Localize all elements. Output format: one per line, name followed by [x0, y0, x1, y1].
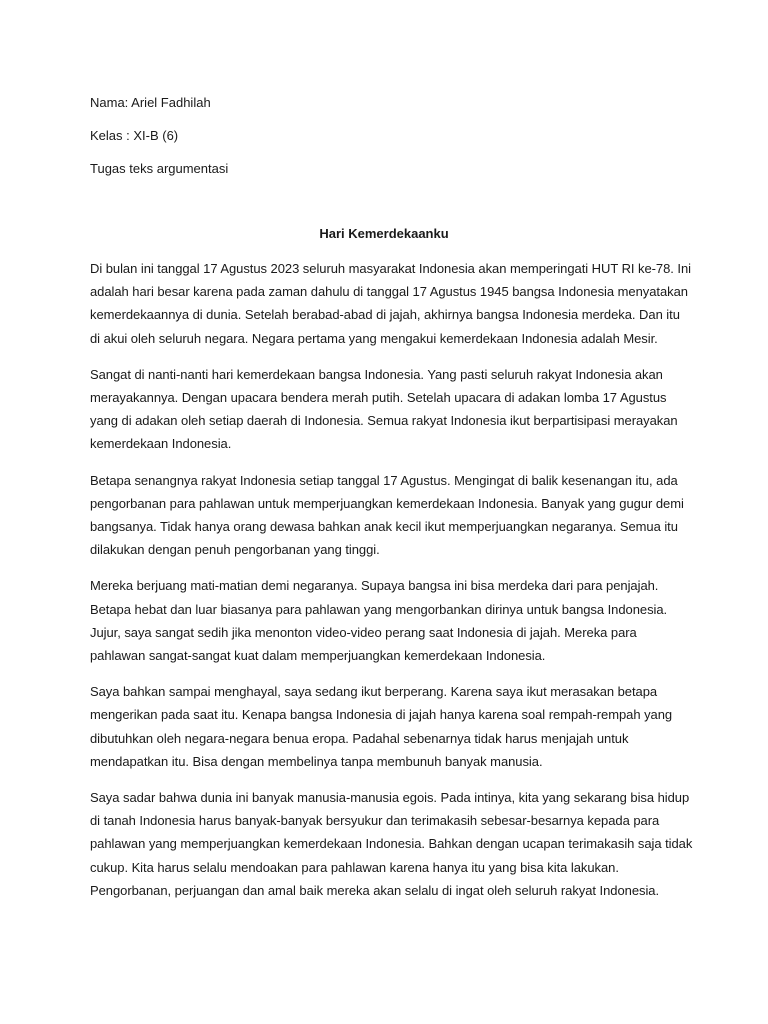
- text-line: Betapa senangnya rakyat Indonesia setiap tanggal 17 Agustus. Mengingat di balik kesenangan itu, ada: [90, 472, 678, 488]
- text-line: Di bulan ini tanggal 17 Agustus 2023 seluruh masyarakat Indonesia akan memperingati HUT RI ke-78. Ini: [90, 261, 692, 276]
- text-line: Sangat di nanti-nanti hari kemerdekaan bangsa Indonesia. Yang pasti seluruh rakyat Indonesia akan: [90, 366, 663, 382]
- text-line: di tanah Indonesia harus banyak-banyak bersyukur dan terimakasih sebesar-besarnya kepada para: [90, 813, 660, 829]
- text-line: merayakannya. Dengan upacara bendera merah putih. Setelah upacara di adakan lomba 17 Agustus: [90, 390, 667, 406]
- text-line: mengerikan pada saat itu. Kenapa bangsa Indonesia di jajah hanya karena soal rempah-rempah yang: [90, 707, 673, 723]
- student-name: Nama: Ariel Fadhilah: [90, 95, 211, 110]
- paragraph-3: [90, 469, 684, 562]
- text-line: cukup. Kita harus selalu mendoakan para pahlawan karena hanya itu yang bisa kita lakukan.: [90, 859, 619, 875]
- paragraph-6: [90, 786, 693, 902]
- student-class: Kelas : XI-B (6): [90, 128, 179, 143]
- text-line: Saya bahkan sampai menghayal, saya sedang ikut berperang. Karena saya ikut merasakan betapa: [90, 684, 658, 700]
- text-line: Betapa hebat dan luar biasanya para pahlawan yang mengorbankan dirinya untuk bangsa Indonesia.: [90, 601, 668, 617]
- assignment-label: Tugas teks argumentasi: [90, 161, 229, 176]
- essay-title: Hari Kemerdekaanku: [319, 226, 449, 241]
- text-line: di akui oleh seluruh negara. Negara pertama yang mengakui kemerdekaan Indonesia adalah Mesir.: [90, 330, 658, 346]
- text-line: yang di adakan oleh setiap daerah di Indonesia. Semua rakyat Indonesia ikut berpartisipasi merayakan: [90, 413, 678, 429]
- text-line: dilakukan dengan penuh pengorbanan yang tinggi.: [90, 542, 380, 558]
- text-line: mendapatkan itu. Bisa dengan membelinya tanpa membunuh banyak manusia.: [90, 753, 543, 769]
- text-line: adalah hari besar karena pada zaman dahulu di tanggal 17 Agustus 1945 bangsa Indonesia menyatakan: [90, 284, 688, 300]
- paragraph-5: [90, 680, 678, 773]
- text-line: Jujur, saya sangat sedih jika menonton video-video perang saat Indonesia di jajah. Mereka para: [90, 624, 637, 640]
- paragraph-4: [90, 574, 678, 667]
- text-line: pahlawan yang memperjuangkan kemerdekaan Indonesia. Bahkan dengan ucapan terimakasih saja tidak: [90, 836, 693, 852]
- text-line: Saya sadar bahwa dunia ini banyak manusia-manusia egois. Pada intinya, kita yang sekarang bisa hidup: [90, 790, 690, 806]
- text-line: bangsanya. Tidak hanya orang dewasa bahkan anak kecil ikut memperjuangkan negaranya. Semua itu: [90, 519, 678, 535]
- text-line: kemerdekaan Indonesia.: [90, 436, 232, 452]
- paragraph-1: [90, 257, 692, 350]
- paragraph-2: [90, 363, 678, 456]
- text-line: kemerdekaannya di dunia. Setelah berabad-abad di jajah, akhirnya bangsa Indonesia merdeka. Dan itu: [90, 307, 680, 323]
- essay-body: [90, 257, 693, 915]
- text-line: Pengorbanan, perjuangan dan amal baik mereka akan selalu di ingat oleh seluruh rakyat Indonesia.: [90, 882, 660, 898]
- text-line: Mereka berjuang mati-matian demi negaranya. Supaya bangsa ini bisa merdeka dari para penjajah.: [90, 578, 659, 594]
- text-line: dibutuhkan oleh negara-negara benua eropa. Padahal sebenarnya tidak harus menjajah untuk: [90, 730, 629, 746]
- text-line: pahlawan sangat-sangat kuat dalam memperjuangkan kemerdekaan Indonesia.: [90, 648, 546, 664]
- text-line: pengorbanan para pahlawan untuk memperjuangkan kemerdekaan Indonesia. Banyak yang gugur demi: [90, 495, 684, 511]
